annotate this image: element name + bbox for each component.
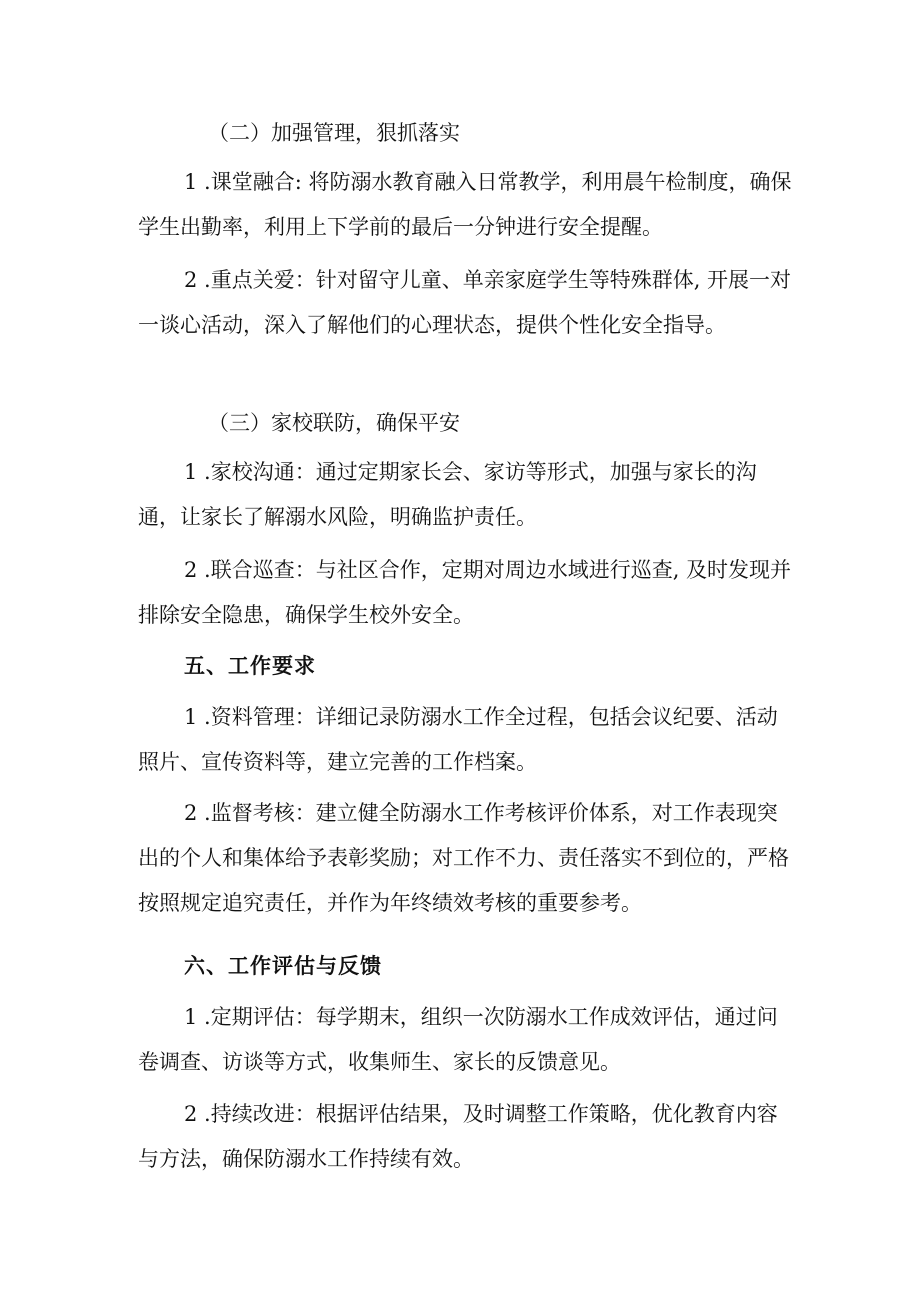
paragraph-key-care: 2 .重点关爱：针对留守儿童、单亲家庭学生等特殊群体, 开展一对一谈心活动，深入了解他们的心理状态，提供个性化安全指导。 (138, 268, 792, 337)
paragraph-data-management: 1 .资料管理：详细记录防溺水工作全过程，包括会议纪要、活动照片、宣传资料等，建立完善的工作档案。 (138, 705, 778, 774)
paragraph-regular-evaluation: 1 .定期评估：每学期末，组织一次防溺水工作成效评估，通过问卷调查、访谈等方式，收集师生、家长的反馈意见。 (138, 1005, 778, 1074)
subsection-title-3: （三）家校联防，确保平安 (208, 411, 460, 435)
paragraph-joint-patrol: 2 .联合巡查：与社区合作，定期对周边水域进行巡查, 及时发现并排除安全隐患，确保学生校外安全。 (138, 558, 792, 627)
section-heading-work-requirements: 五、工作要求 (184, 654, 316, 678)
paragraph-continuous-improvement: 2 .持续改进：根据评估结果，及时调整工作策略，优化教育内容与方法，确保防溺水工作持续有效。 (138, 1102, 778, 1171)
subsection-title-2: （二）加强管理，狠抓落实 (208, 121, 460, 145)
paragraph-supervision-assessment: 2 .监督考核：建立健全防溺水工作考核评价体系，对工作表现突出的个人和集体给予表彰奖励；对工作不力、责任落实不到位的，严格按照规定追究责任，并作为年终绩效考核的重要参考。 (138, 801, 789, 915)
section-heading-evaluation-feedback: 六、工作评估与反馈 (184, 954, 382, 978)
paragraph-classroom-integration: 1 .课堂融合: 将防溺水教育融入日常教学，利用晨午检制度，确保学生出勤率，利用上下学前的最后一分钟进行安全提醒。 (138, 170, 792, 239)
paragraph-home-school-communication: 1 .家校沟通：通过定期家长会、家访等形式，加强与家长的沟通，让家长了解溺水风险，明确监护责任。 (138, 460, 757, 529)
